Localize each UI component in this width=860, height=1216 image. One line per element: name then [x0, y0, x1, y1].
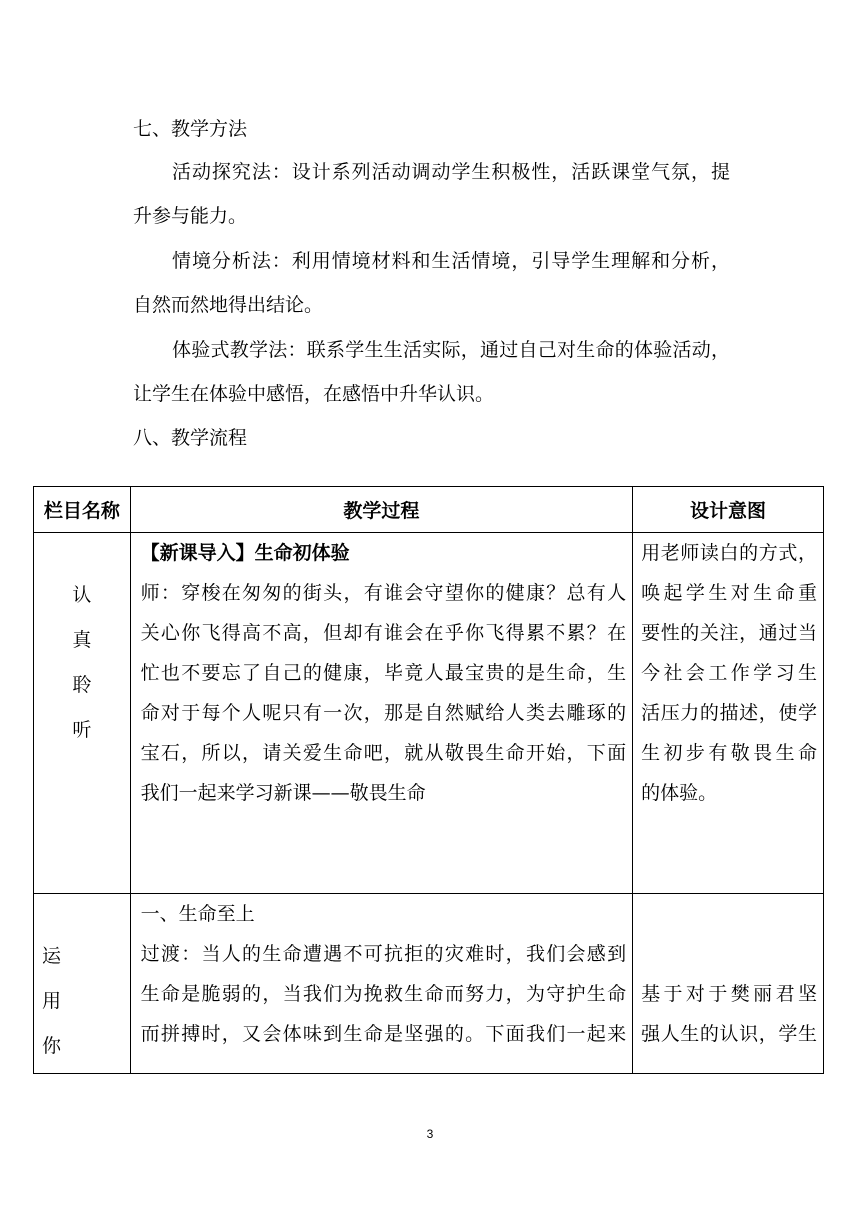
row1-intent-line: 要性的关注，通过当 [641, 622, 817, 644]
header-teaching-process: 教学过程 [130, 487, 632, 533]
method3-line2: 让学生在体验中感悟，在感悟中升华认识。 [133, 383, 495, 405]
row1-intent-line: 生初步有敬畏生命 [641, 742, 817, 764]
row1-intent-line: 用老师读白的方式， [641, 542, 817, 564]
row2-char: 用 [42, 990, 62, 1012]
table-row [34, 533, 824, 894]
method2-line1: 情境分析法：利用情境材料和生活情境，引导学生理解和分析， [172, 250, 730, 272]
row1-process-line: 宝石，所以，请关爱生命吧，就从敬畏生命开始，下面 [140, 742, 627, 764]
row1-intent-line: 活压力的描述，使学 [641, 702, 817, 724]
row2-column-name [34, 894, 131, 1074]
row1-process-line: 忙也不要忘了自己的健康，毕竟人最宝贵的是生命，生 [140, 662, 627, 684]
row1-process-line: 命对于每个人呢只有一次，那是自然赋给人类去雕琢的 [140, 702, 627, 724]
row2-process-title: 一、生命至上 [140, 903, 255, 925]
row2-char: 运 [42, 945, 62, 967]
row2-process [130, 894, 632, 1074]
method-heading: 七、教学方法 [133, 118, 248, 140]
header-design-intent: 设计意图 [633, 487, 824, 533]
method2-line2: 自然而然地得出结论。 [133, 294, 324, 316]
row2-intent [633, 894, 824, 1074]
row2-process-line: 而拼搏时，又会体味到生命是坚强的。下面我们一起来 [140, 1023, 627, 1045]
method1-line2: 升参与能力。 [133, 205, 248, 227]
row1-intent-line: 今社会工作学习生 [641, 662, 817, 684]
row1-column-name [34, 533, 131, 894]
row1-char: 认 [72, 584, 92, 606]
row1-process-line: 关心你飞得高不高，但却有谁会在乎你飞得累不累？在 [140, 622, 627, 644]
page-number: 3 [426, 1127, 434, 1141]
row1-char: 聆 [72, 674, 92, 696]
flow-heading: 八、教学流程 [133, 427, 248, 449]
row2-intent-line: 强人生的认识，学生 [641, 1023, 817, 1045]
row2-process-line: 过渡：当人的生命遭遇不可抗拒的灾难时，我们会感到 [140, 943, 627, 965]
row1-process-line: 师：穿梭在匆匆的街头，有谁会守望你的健康？总有人 [140, 582, 627, 604]
row1-char: 真 [72, 629, 92, 651]
table-row [34, 894, 824, 1074]
row1-intent-line: 的体验。 [641, 782, 718, 804]
row2-process-line: 生命是脆弱的，当我们为挽救生命而努力，为守护生命 [140, 983, 627, 1005]
row2-intent-line: 基于对于樊丽君坚 [641, 983, 817, 1005]
table-header-row [34, 487, 824, 533]
row1-process-line: 我们一起来学习新课——敬畏生命 [140, 782, 426, 804]
row1-process-title: 【新课导入】生命初体验 [140, 542, 350, 564]
row1-char: 听 [72, 719, 92, 741]
row1-process [130, 533, 632, 894]
row1-intent-line: 唤起学生对生命重 [641, 582, 817, 604]
row1-intent [633, 533, 824, 894]
method1-line1: 活动探究法：设计系列活动调动学生积极性，活跃课堂气氛，提 [172, 161, 730, 183]
teaching-flow-table [33, 486, 824, 1074]
header-column-name: 栏目名称 [34, 487, 131, 533]
row2-char: 你 [42, 1035, 62, 1057]
method3-line1: 体验式教学法：联系学生生活实际，通过自己对生命的体验活动， [172, 339, 730, 361]
